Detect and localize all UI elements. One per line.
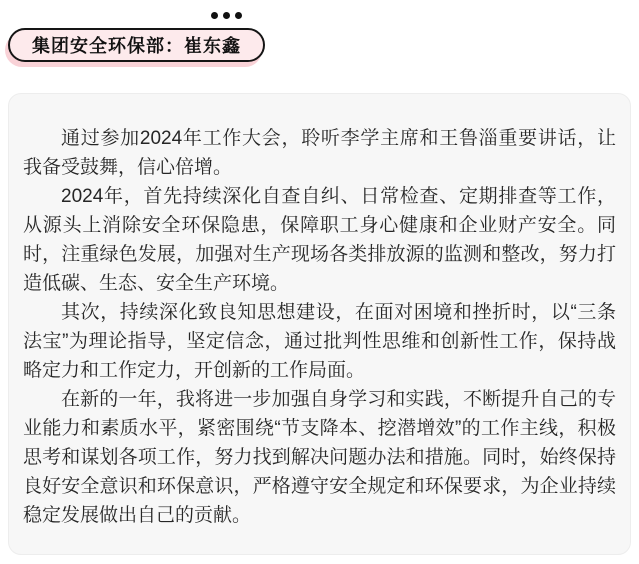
paragraph-2: 2024年，首先持续深化自查自纠、日常检查、定期排查等工作，从源头上消除安全环保隐患，保障职工身心健康和企业财产安全。同时，注重绿色发展，加强对生产现场各类排放源的监测和整改，努力打造低碳、生态、安全生产环境。: [23, 186, 616, 294]
paragraph-1: 通过参加2024年工作大会，聆听李学主席和王鲁淄重要讲话，让我备受鼓舞，信心倍增。: [23, 128, 616, 178]
dot-icon: [235, 12, 242, 19]
paragraph-3: 其次，持续深化致良知思想建设，在面对困境和挫折时，以“三条法宝”为理论指导，坚定信念，通过批判性思维和创新性工作，保持战略定力和工作定力，开创新的工作局面。: [23, 302, 616, 381]
dot-icon: [211, 12, 218, 19]
ellipsis-dots-icon: [211, 12, 242, 19]
dot-icon: [223, 12, 230, 19]
department-author-label: 集团安全环保部：崔东鑫: [32, 36, 241, 56]
department-author-badge: [8, 28, 265, 62]
statement-card: [8, 93, 631, 555]
paragraph-4: 在新的一年，我将进一步加强自身学习和实践，不断提升自己的专业能力和素质水平，紧密围绕“节支降本、挖潜增效”的工作主线，积极思考和谋划各项工作，努力找到解决问题办法和措施。同时，始终保持良好安全意识和环保意识，严格遵守安全规定和环保要求，为企业持续稳定发展做出自己的贡献。: [23, 389, 616, 526]
